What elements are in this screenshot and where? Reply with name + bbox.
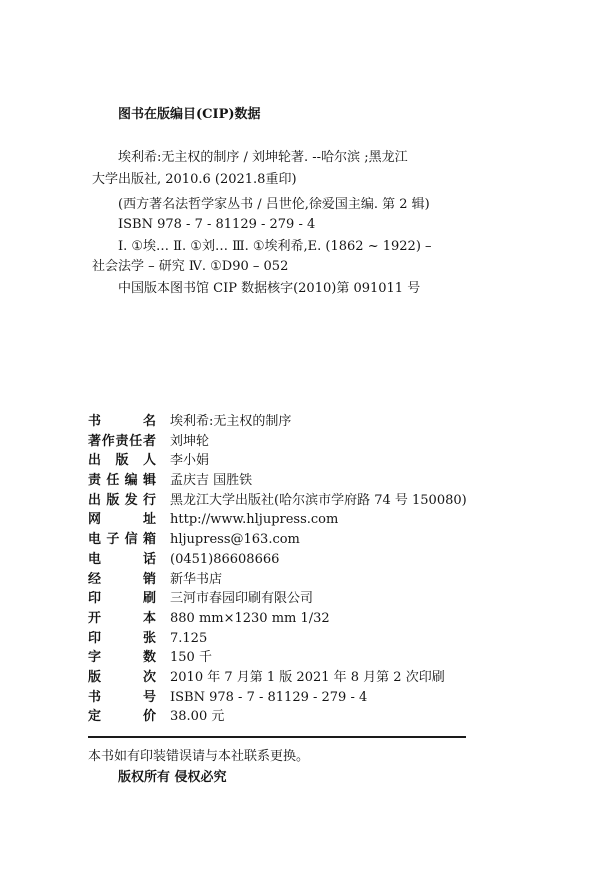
colophon-label: 责 任 编 辑: [88, 473, 156, 489]
colophon-value: 黑龙江大学出版社(哈尔滨市学府路 74 号 150080): [170, 492, 467, 508]
colophon-value: 880 mm×1230 mm 1/32: [170, 610, 330, 626]
colophon-value: hljupress@163.com: [170, 532, 300, 548]
colophon-label: 字 数: [88, 650, 156, 666]
colophon-value: 7.125: [170, 630, 208, 646]
colophon-value: ISBN 978 - 7 - 81129 - 279 - 4: [170, 689, 368, 705]
colophon-value: (0451)86608666: [170, 551, 280, 567]
colophon-row-author: [88, 432, 488, 452]
copyright-notice: 版权所有 侵权必究: [118, 770, 227, 785]
colophon-label: 出 版 发 行: [88, 492, 156, 508]
colophon-row-title: [88, 412, 488, 432]
colophon-value: 三河市春园印刷有限公司: [170, 591, 314, 607]
cip-line-series: (西方著名法哲学家丛书 / 吕世伦,徐爱国主编. 第 2 辑): [118, 197, 430, 212]
colophon-row-distribution: [88, 491, 488, 511]
colophon-label: 电 子 信 箱: [88, 532, 156, 548]
colophon-row-sheets: [88, 629, 488, 649]
cip-line-record-number: 中国版本图书馆 CIP 数据核字(2010)第 091011 号: [118, 281, 421, 296]
colophon-label: 版 次: [88, 669, 156, 685]
colophon-value: 孟庆吉 国胜铁: [170, 473, 253, 489]
colophon-row-price: [88, 707, 488, 727]
colophon-label: 书 号: [88, 689, 156, 705]
colophon-value: http://www.hljupress.com: [170, 512, 339, 528]
colophon-label: 电 话: [88, 551, 156, 567]
cip-line-publisher: 大学出版社, 2010.6 (2021.8重印): [92, 172, 297, 187]
colophon-row-format: [88, 609, 488, 629]
colophon-label: 出 版 人: [88, 453, 156, 469]
colophon-label: 印 张: [88, 630, 156, 646]
colophon-label: 印 刷: [88, 591, 156, 607]
colophon-label: 著作责任者: [88, 433, 156, 449]
colophon-row-edition: [88, 668, 488, 688]
colophon-row-printer: [88, 589, 488, 609]
colophon-label: 书 名: [88, 414, 156, 429]
colophon-value: 38.00 元: [170, 709, 225, 725]
colophon-row-isbn: [88, 688, 488, 708]
colophon-row-publisher-person: [88, 451, 488, 471]
cip-line-classification: 社会法学 – 研究 Ⅳ. ①D90 – 052: [92, 259, 289, 274]
colophon-label: 定 价: [88, 709, 156, 725]
colophon-row-editors: [88, 471, 488, 491]
colophon-label: 网 址: [88, 512, 156, 528]
colophon-label: 经 销: [88, 571, 156, 587]
colophon-value: 李小娟: [170, 453, 210, 469]
cip-line-title: 埃利希:无主权的制序 / 刘坤轮著. --哈尔滨 ;黑龙江: [118, 150, 408, 165]
cip-line-isbn: ISBN 978 - 7 - 81129 - 279 - 4: [118, 217, 316, 232]
colophon-row-seller: [88, 570, 488, 590]
colophon-row-website: [88, 510, 488, 530]
defect-notice: 本书如有印装错误请与本社联系更换。: [88, 749, 310, 764]
colophon-value: 埃利希:无主权的制序: [170, 414, 292, 429]
divider-rule: [88, 736, 466, 738]
colophon-value: 刘坤轮: [170, 433, 210, 449]
colophon-row-word-count: [88, 648, 488, 668]
colophon-label: 开 本: [88, 610, 156, 626]
colophon-row-email: [88, 530, 488, 550]
colophon-value: 150 千: [170, 650, 212, 666]
colophon-table: [88, 412, 488, 727]
colophon-value: 新华书店: [170, 571, 223, 587]
cip-heading: 图书在版编目(CIP)数据: [118, 107, 261, 122]
cip-line-subjects: Ⅰ. ①埃… Ⅱ. ①刘… Ⅲ. ①埃利希,E. (1862 ~ 1922) –: [118, 239, 432, 254]
colophon-value: 2010 年 7 月第 1 版 2021 年 8 月第 2 次印刷: [170, 669, 445, 685]
colophon-row-phone: [88, 550, 488, 570]
